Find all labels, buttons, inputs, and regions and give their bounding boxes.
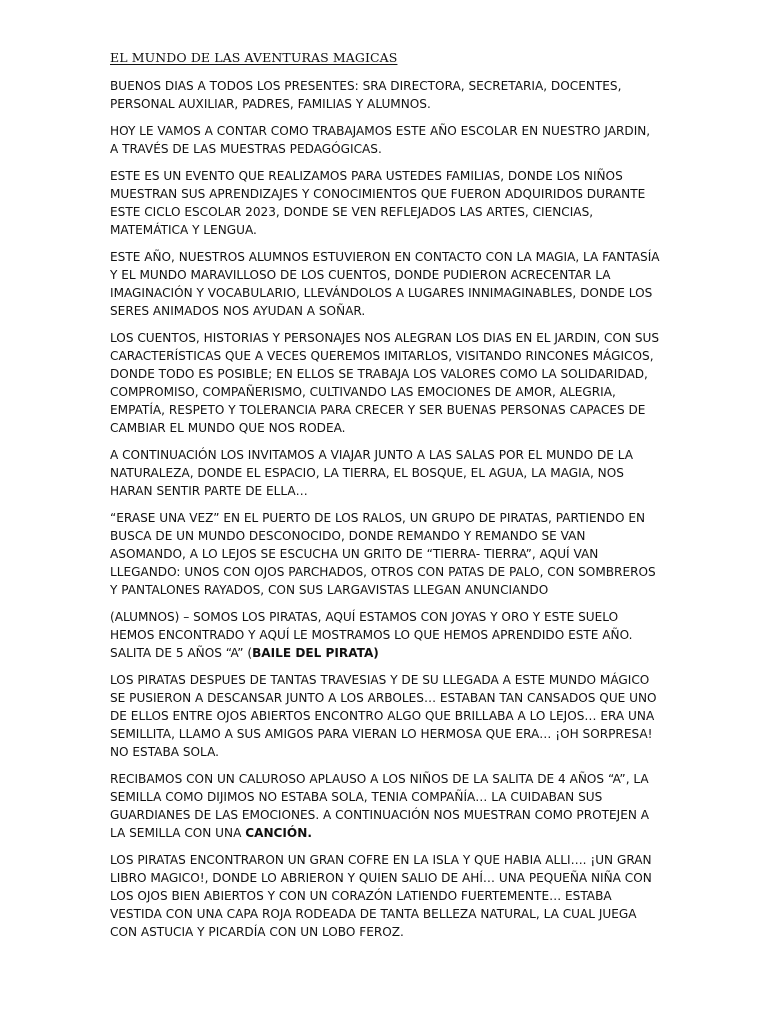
- paragraph-event: ESTE ES UN EVENTO QUE REALIZAMOS PARA USTEDES FAMILIAS, DONDE LOS NIÑOS MUESTRAN SUS APRENDIZAJES Y CONOCIMIENTOS QUE FUERON ADQUIRIDOS DURANTE ESTE CICLO ESCOLAR 2023, DONDE SE VEN REFLEJADOS LAS ARTES, CIENCIAS, MATEMÁTICA Y LENGUA.: [110, 169, 646, 237]
- paragraph-seed: LOS PIRATAS DESPUES DE TANTAS TRAVESIAS Y DE SU LLEGADA A ESTE MUNDO MÁGICO SE PUSIERON A DESCANSAR JUNTO A LOS ARBOLES… ESTABAN TAN CANSADOS QUE UNO DE ELLOS ENTRE OJOS ABIERTOS ENCONTRO ALGO QUE BRILLABA A LO LEJOS… ERA UNA SEMILLITA, LLAMO A SUS AMIGOS PARA VIERAN LO HERMOSA QUE ERA… ¡OH SORPRESA! NO ESTABA SOLA.: [110, 673, 657, 759]
- paragraph-pirates-text: (ALUMNOS) – SOMOS LOS PIRATAS, AQUÍ ESTAMOS CON JOYAS Y ORO Y ESTE SUELO HEMOS ENCONTRADO Y AQUÍ LE MOSTRAMOS LO QUE HEMOS APRENDIDO ESTE AÑO. SALITA DE 5 AÑOS “A” (: [110, 610, 633, 660]
- paragraph-invitation: A CONTINUACIÓN LOS INVITAMOS A VIAJAR JUNTO A LAS SALAS POR EL MUNDO DE LA NATURALEZA, DONDE EL ESPACIO, LA TIERRA, EL BOSQUE, EL AGUA, LA MAGIA, NOS HARAN SENTIR PARTE DE ELLA…: [110, 448, 634, 498]
- paragraph-song-text: RECIBAMOS CON UN CALUROSO APLAUSO A LOS NIÑOS DE LA SALITA DE 4 AÑOS “A”, LA SEMILLA COMO DIJIMOS NO ESTABA SOLA, TENIA COMPAÑÍA… LA CUIDABAN SUS GUARDIANES DE LAS EMOCIONES. A CONTINUACIÓN NOS MUESTRAN COMO PROTEJEN A LA SEMILLA CON UNA: [110, 772, 650, 840]
- paragraph-intro: HOY LE VAMOS A CONTAR COMO TRABAJAMOS ESTE AÑO ESCOLAR EN NUESTRO JARDIN, A TRAVÉS DE LAS MUESTRAS PEDAGÓGICAS.: [110, 124, 651, 156]
- paragraph-song-bold: CANCIÓN.: [245, 826, 312, 840]
- paragraph-final: LOS PIRATAS ENCONTRARON UN GRAN COFRE EN LA ISLA Y QUE HABIA ALLI…. ¡UN GRAN LIBRO MAGICO!, DONDE LO ABRIERON Y QUIEN SALIO DE AHÍ… UNA PEQUEÑA NIÑA CON LOS OJOS BIEN ABIERTOS Y CON UN CORAZÓN LATIENDO FUERTEMENTE… ESTABA VESTIDA CON UNA CAPA ROJA RODEADA DE TANTA BELLEZA NATURAL, LA CUAL JUEGA CON ASTUCIA Y PICARDÍA CON UN LOBO FEROZ.: [110, 853, 652, 939]
- paragraph-greeting: BUENOS DIAS A TODOS LOS PRESENTES: SRA DIRECTORA, SECRETARIA, DOCENTES, PERSONAL AUXILIAR, PADRES, FAMILIAS Y ALUMNOS.: [110, 79, 622, 111]
- paragraph-magic: ESTE AÑO, NUESTROS ALUMNOS ESTUVIERON EN CONTACTO CON LA MAGIA, LA FANTASÍA Y EL MUNDO MARAVILLOSO DE LOS CUENTOS, DONDE PUDIERON ACRECENTAR LA IMAGINACIÓN Y VOCABULARIO, LLEVÁNDOLOS A LUGARES INNIMAGINABLES, DONDE LOS SERES ANIMADOS NOS AYUDAN A SOÑAR.: [110, 250, 660, 318]
- paragraph-song: [110, 770, 662, 842]
- paragraph-once-upon: “ERASE UNA VEZ” EN EL PUERTO DE LOS RALOS, UN GRUPO DE PIRATAS, PARTIENDO EN BUSCA DE UN MUNDO DESCONOCIDO, DONDE REMANDO Y REMANDO SE VAN ASOMANDO, A LO LEJOS SE ESCUCHA UN GRITO DE “TIERRA- TIERRA”, AQUÍ VAN LLEGANDO: UNOS CON OJOS PARCHADOS, OTROS CON PATAS DE PALO, CON SOMBREROS Y PANTALONES RAYADOS, CON SUS LARGAVISTAS LLEGAN ANUNCIANDO: [110, 511, 656, 597]
- paragraph-stories: LOS CUENTOS, HISTORIAS Y PERSONAJES NOS ALEGRAN LOS DIAS EN EL JARDIN, CON SUS CARACTERÍSTICAS QUE A VECES QUEREMOS IMITARLOS, VISITANDO RINCONES MÁGICOS, DONDE TODO ES POSIBLE; EN ELLOS SE TRABAJA LOS VALORES COMO LA SOLIDARIDAD, COMPROMISO, COMPAÑERISMO, CULTIVANDO LAS EMOCIONES DE AMOR, ALEGRIA, EMPATÍA, RESPETO Y TOLERANCIA PARA CRECER Y SER BUENAS PERSONAS CAPACES DE CAMBIAR EL MUNDO QUE NOS RODEA.: [110, 331, 660, 435]
- paragraph-pirates-bold: BAILE DEL PIRATA): [252, 646, 379, 660]
- document-title: EL MUNDO DE LAS AVENTURAS MAGICAS: [110, 50, 398, 65]
- document-body: [110, 77, 662, 950]
- paragraph-pirates: [110, 608, 662, 662]
